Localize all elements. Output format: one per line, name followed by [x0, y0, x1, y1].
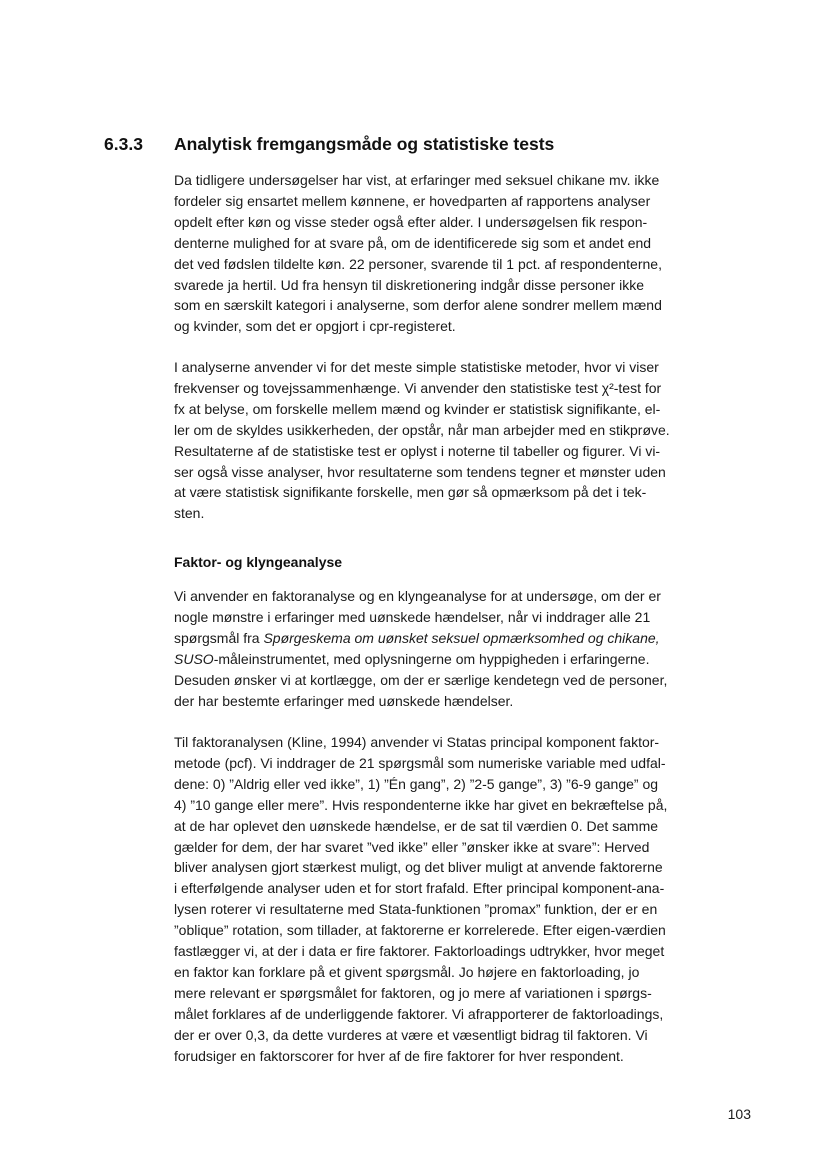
text-line: lysen roterer vi resultaterne med Stata-funktionen ”promax” funktion, der er en	[174, 901, 658, 918]
instrument-acronym: SUSO	[174, 650, 214, 667]
text-line	[174, 649, 704, 670]
text-line	[174, 628, 704, 649]
text-line: opdelt efter køn og visse steder også efter alder. I undersøgelsen fik respon-	[174, 213, 648, 230]
text-line: 4) ”10 gange eller mere”. Hvis respondenterne ikke har givet en bekræftelse på,	[174, 796, 668, 813]
text-line: Resultaterne af de statistiske test er oplyst i noterne til tabeller og figurer. Vi vi-	[174, 442, 661, 459]
text-line: mere relevant er spørgsmålet for faktoren, og jo mere af variationen i spørgs-	[174, 984, 652, 1001]
questionnaire-title: Spørgeskema om uønsket seksuel opmærksomhed og chikane,	[263, 629, 660, 646]
text-line: metode (pcf). Vi inddrager de 21 spørgsmål som numeriske variable med udfal-	[174, 754, 666, 771]
text-line: ”oblique” rotation, som tillader, at faktorerne er korrelerede. Efter eigen-værdien	[174, 922, 666, 939]
text-line: i efterfølgende analyser uden et for stort frafald. Efter principal komponent-ana-	[174, 880, 665, 897]
text-line: nogle mønstre i erfaringer med uønskede hændelser, når vi inddrager alle 21	[174, 608, 651, 625]
text-line: der er over 0,3, da dette vurderes at være et væsentligt bidrag til faktoren. Vi	[174, 1026, 648, 1043]
text-line: at være statistisk signifikante forskelle, men gør så opmærksom på det i tek-	[174, 484, 647, 501]
paragraph-intro	[174, 170, 704, 337]
text-line: Til faktoranalysen (Kline, 1994) anvender vi Statas principal komponent faktor-	[174, 734, 660, 750]
text-line: at de har oplevet den uønskede hændelse, er de sat til værdien 0. Det samme	[174, 817, 659, 834]
text-line: dene: 0) ”Aldrig eller ved ikke”, 1) ”Én gang”, 2) ”2-5 gange”, 3) ”6-9 gange” og	[174, 775, 659, 792]
text-fragment: spørgsmål fra	[174, 629, 264, 646]
section-title: Analytisk fremgangsmåde og statistiske tests	[174, 134, 555, 154]
paragraph-factor-analysis	[174, 732, 704, 1067]
text-line: som en særskilt kategori i analyserne, som derfor alene sondrer mellem mænd	[174, 297, 662, 314]
text-fragment: -måleinstrumentet, med oplysningerne om hyppigheden i erfaringerne.	[213, 650, 650, 667]
text-line: Desuden ønsker vi at kortlægge, om der er særlige kendetegn ved de personer,	[174, 671, 668, 688]
text-line: denterne mulighed for at svare på, om de identificerede sig som et andet end	[174, 234, 652, 251]
text-line: og kvinder, som det er opgjort i cpr-registeret.	[174, 318, 456, 335]
text-line: bliver analysen gjort stærkest muligt, og det bliver muligt at anvende faktorerne	[174, 859, 663, 876]
text-line: sten.	[174, 505, 205, 522]
text-line: en faktor kan forklare på et givent spørgsmål. Jo højere en faktorloading, jo	[174, 963, 640, 980]
text-line: forudsiger en faktorscorer for hver af de fire faktorer for hver respondent.	[174, 1047, 624, 1064]
text-line: I analyserne anvender vi for det meste simple statistiske metoder, hvor vi viser	[174, 359, 659, 375]
text-line: det ved fødslen tildelte køn. 22 personer, svarende til 1 pct. af respondenterne,	[174, 255, 662, 272]
text-line: ler om de skyldes usikkerheden, der opstår, når man arbejder med en stikprøve.	[174, 421, 670, 438]
page-number: 103	[727, 1106, 751, 1122]
paragraph-methods	[174, 357, 704, 524]
text-line: målet forklares af de underliggende faktorer. Vi afrapporterer de faktorloadings,	[174, 1005, 664, 1022]
text-line: Vi anvender en faktoranalyse og en klyngeanalyse for at undersøge, om der er	[174, 588, 661, 604]
text-line: svarede ja hertil. Ud fra hensyn til diskretionering indgår disse personer ikke	[174, 276, 645, 293]
text-line: ser også visse analyser, hvor resultaterne som tendens tegner et mønster uden	[174, 463, 666, 480]
text-line: fastlægger vi, at der i data er fire faktorer. Faktorloadings udtrykker, hvor meget	[174, 943, 665, 960]
text-line: fordeler sig ensartet mellem kønnene, er hovedparten af rapportens analyser	[174, 192, 651, 209]
section-heading	[104, 133, 724, 155]
text-line: gælder for dem, der har svaret ”ved ikke” eller ”ønsker ikke at svare”: Herved	[174, 838, 650, 855]
section-number: 6.3.3	[104, 134, 143, 154]
text-line: fx at belyse, om forskelle mellem mænd og kvinder er statistisk signifikante, el-	[174, 400, 661, 417]
text-line: frekvenser og tovejssammenhænge. Vi anvender den statistiske test χ²-test for	[174, 379, 662, 396]
text-line: Da tidligere undersøgelser har vist, at erfaringer med seksuel chikane mv. ikke	[174, 172, 660, 188]
text-line: der har bestemte erfaringer med uønskede hændelser.	[174, 692, 514, 709]
paragraph-factor-cluster	[174, 586, 704, 711]
subheading: Faktor- og klyngeanalyse	[174, 554, 343, 570]
